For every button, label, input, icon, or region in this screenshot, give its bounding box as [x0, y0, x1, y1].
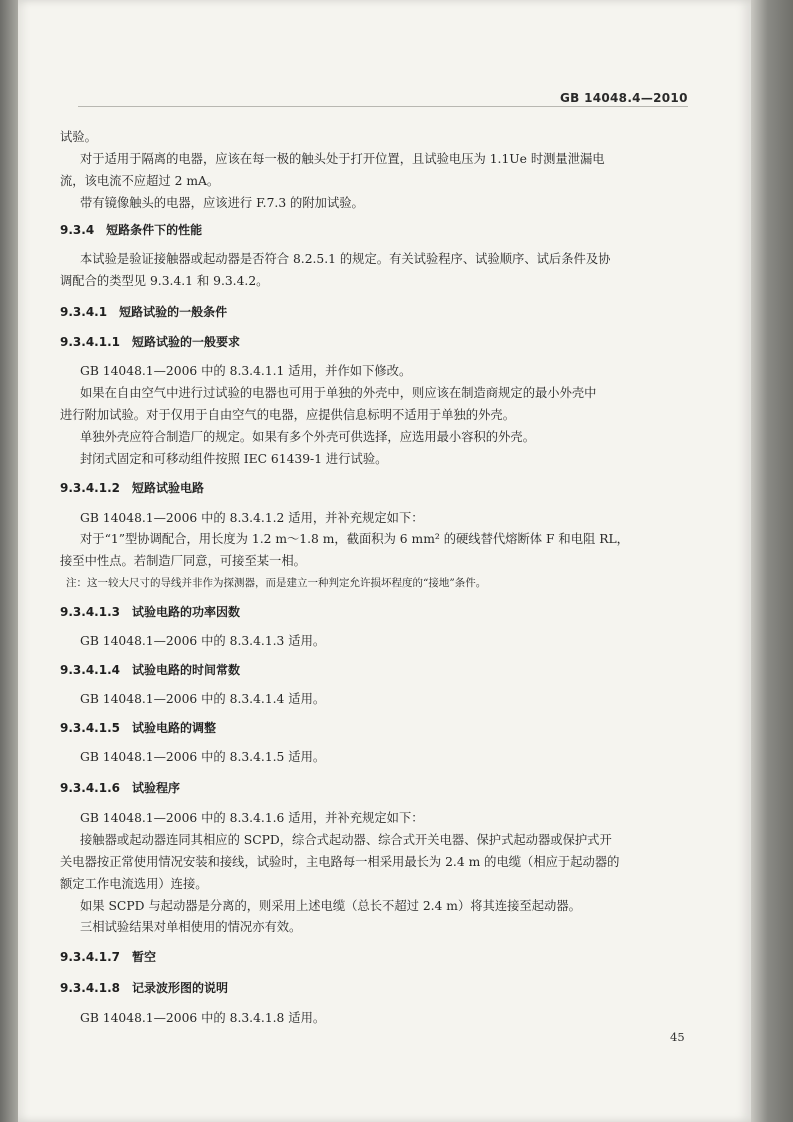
text-line: 接至中性点。若制造厂同意，可接至某一相。 [60, 554, 306, 568]
text-line: GB 14048.1—2006 中的 8.3.4.1.8 适用。 [80, 1011, 326, 1025]
section-heading: 9.3.4 短路条件下的性能 [60, 223, 203, 237]
text-line: GB 14048.1—2006 中的 8.3.4.1.4 适用。 [80, 692, 326, 706]
section-heading: 9.3.4.1.7 暂空 [60, 950, 156, 964]
section-heading: 9.3.4.1.3 试验电路的功率因数 [60, 605, 240, 619]
page-body [18, 0, 751, 1122]
text-line: 接触器或起动器连同其相应的 SCPD，综合式起动器、综合式开关电器、保护式起动器或保护式开 [80, 833, 612, 847]
text-line: 进行附加试验。对于仅用于自由空气的电器，应提供信息标明不适用于单独的外壳。 [60, 408, 515, 422]
section-heading: 9.3.4.1.5 试验电路的调整 [60, 721, 216, 735]
text-line: GB 14048.1—2006 中的 8.3.4.1.6 适用，并补充规定如下： [80, 811, 424, 825]
text-line: 关电器按正常使用情况安装和接线，试验时，主电路每一相采用最长为 2.4 m 的电缆（相应于起动器的 [60, 855, 620, 869]
document-id: GB 14048.4—2010 [560, 91, 688, 105]
scan-left-edge [0, 0, 18, 1122]
text-line: 调配合的类型见 9.3.4.1 和 9.3.4.2。 [60, 274, 269, 288]
page-number: 45 [670, 1030, 685, 1044]
scan-right-edge [751, 0, 793, 1122]
text-line: 额定工作电流选用）连接。 [60, 877, 208, 891]
section-heading: 9.3.4.1.4 试验电路的时间常数 [60, 663, 240, 677]
section-heading: 9.3.4.1.8 记录波形图的说明 [60, 981, 228, 995]
text-line: 试验。 [60, 130, 97, 144]
text-line: 带有镜像触头的电器，应该进行 F.7.3 的附加试验。 [80, 196, 364, 210]
section-heading: 9.3.4.1 短路试验的一般条件 [60, 305, 228, 319]
text-line: 流，该电流不应超过 2 mA。 [60, 174, 220, 188]
section-heading: 9.3.4.1.1 短路试验的一般要求 [60, 335, 240, 349]
section-heading: 9.3.4.1.2 短路试验电路 [60, 481, 204, 495]
text-line: GB 14048.1—2006 中的 8.3.4.1.5 适用。 [80, 750, 326, 764]
text-line: 如果 SCPD 与起动器是分离的，则采用上述电缆（总长不超过 2.4 m）将其连接至起动器。 [80, 899, 581, 913]
text-line: GB 14048.1—2006 中的 8.3.4.1.2 适用，并补充规定如下： [80, 511, 424, 525]
text-line: 封闭式固定和可移动组件按照 IEC 61439-1 进行试验。 [80, 452, 388, 466]
text-line: 单独外壳应符合制造厂的规定。如果有多个外壳可供选择，应选用最小容积的外壳。 [80, 430, 535, 444]
text-line: GB 14048.1—2006 中的 8.3.4.1.1 适用，并作如下修改。 [80, 364, 412, 378]
note-line: 注：这一较大尺寸的导线并非作为探测器，而是建立一种判定允许损坏程度的“接地”条件。 [66, 577, 487, 589]
text-line: 对于“1”型协调配合，用长度为 1.2 m～1.8 m，截面积为 6 mm² 的硬线替代熔断体 F 和电阻 RL， [80, 532, 629, 546]
text-line: 如果在自由空气中进行过试验的电器也可用于单独的外壳中，则应该在制造商规定的最小外壳中 [80, 386, 597, 400]
text-line: 本试验是验证接触器或起动器是否符合 8.2.5.1 的规定。有关试验程序、试验顺序、试后条件及协 [80, 252, 611, 266]
text-line: GB 14048.1—2006 中的 8.3.4.1.3 适用。 [80, 634, 326, 648]
text-line: 三相试验结果对单相使用的情况亦有效。 [80, 920, 302, 934]
text-line: 对于适用于隔离的电器，应该在每一极的触头处于打开位置，且试验电压为 1.1Ue 时测量泄漏电 [80, 152, 605, 166]
document-page [18, 0, 751, 1122]
section-heading: 9.3.4.1.6 试验程序 [60, 781, 180, 795]
